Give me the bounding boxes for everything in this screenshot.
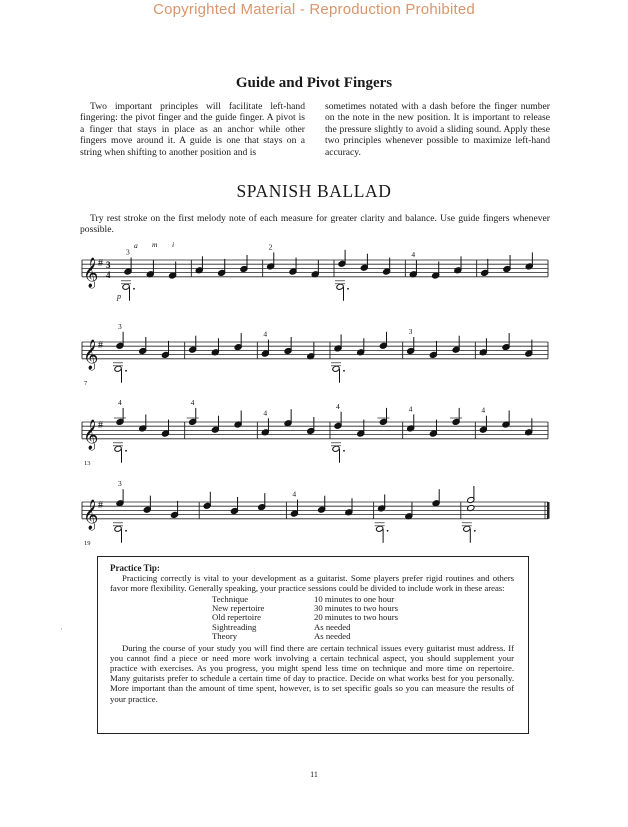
fingering-number: 4 <box>118 397 122 407</box>
intro-paragraph-right: sometimes notated with a dash before the finger number on the note in the new position. It is important to release the pressure slightly to avoid a sliding sound. Apply these two principles whenever possible to maximize left-hand accuracy. <box>325 101 550 158</box>
treble-clef: 𝄞 <box>83 499 99 530</box>
thumb-mark-p: p <box>117 291 121 301</box>
fingering-number: 4 <box>481 405 486 415</box>
staff-system <box>82 240 548 301</box>
practice-tip-heading: Practice Tip: <box>110 563 160 573</box>
fingering-number: 4 <box>336 401 340 411</box>
staff-system <box>82 322 548 387</box>
note-head <box>114 445 122 452</box>
fingering-number: 4 <box>292 489 297 499</box>
key-signature-sharp: # <box>98 420 103 431</box>
fingering-number: 4 <box>263 408 268 418</box>
schedule-area: Technique <box>212 593 249 604</box>
system-measure-number: 19 <box>84 539 91 547</box>
system-measure-number: 13 <box>84 459 91 467</box>
schedule-area: New repertoire <box>212 603 265 614</box>
note-head <box>122 283 130 290</box>
note-head <box>332 365 340 372</box>
schedule-time: As needed <box>314 621 351 632</box>
intro-paragraph-left: Two important principles will facilitate left-hand fingering: the pivot finger and the guide finger. A pivot is a finger that stays in place as an anchor while other fingers move around it. A guide is one that stays on a string when shifting to another position and is <box>80 101 305 158</box>
dot <box>387 530 389 532</box>
schedule-time: 20 minutes to two hours <box>314 612 398 623</box>
fingering-number: 3 <box>118 479 122 489</box>
dot <box>343 450 345 452</box>
dot <box>125 530 127 532</box>
fingering-number: 2 <box>268 242 273 252</box>
treble-clef: 𝄞 <box>83 419 99 450</box>
practice-schedule-table <box>212 595 398 642</box>
sheet-music-score <box>70 230 560 547</box>
dot <box>133 288 135 290</box>
fingering-number: 4 <box>190 397 195 407</box>
note-head <box>332 445 340 452</box>
dot <box>343 370 345 372</box>
schedule-time: 30 minutes to two hours <box>314 603 398 614</box>
staff-system <box>82 479 550 547</box>
treble-clef: 𝄞 <box>83 339 99 370</box>
schedule-area: Sightreading <box>212 621 257 632</box>
piece-title: SPANISH BALLAD <box>236 181 392 201</box>
schedule-time: 10 minutes to one hour <box>314 593 395 604</box>
piece-instructions: Try rest stroke on the first melody note of each measure for greater clarity and balance. Use guide fingers whenever possible. <box>80 213 550 236</box>
staff-system <box>82 398 548 467</box>
time-signature-bottom: 4 <box>106 269 111 280</box>
fingering-number: 3 <box>408 327 413 336</box>
fingering-number: 3 <box>126 247 130 257</box>
note-head <box>114 365 122 372</box>
dot <box>474 530 476 532</box>
key-signature-sharp: # <box>98 258 103 269</box>
schedule-row <box>212 623 398 632</box>
key-signature-sharp: # <box>98 340 103 351</box>
key-signature-sharp: # <box>98 500 103 511</box>
dot <box>125 370 127 372</box>
practice-tip-box <box>97 556 529 734</box>
system-measure-number: 7 <box>84 379 88 387</box>
schedule-area: Theory <box>212 631 238 642</box>
schedule-area: Old repertoire <box>212 612 261 623</box>
practice-tip-outro: During the course of your study you will find there are certain technical issues every guitarist must address. If you cannot find a piece or need more work involving a certain technical aspect, you should supplement your practice with exercises. As you progress, you might spend less time on technique and more time on repertoire. Many guitarists prefer to schedule a certain time of day to practice. Decide on what works best for you personally. More important than the amount of time spent, however, is to set specific goals so you can measure the results of your practice. <box>110 642 514 704</box>
practice-tip-intro: Practicing correctly is vital to your development as a guitarist. Some players prefer rigid routines and others favor more flexibility. Generally speaking, your practice sessions could be divided to include work in these areas: <box>110 573 514 594</box>
fingering-number: 4 <box>263 329 268 339</box>
section-heading: Guide and Pivot Fingers <box>235 75 393 91</box>
copyright-watermark: Copyrighted Material - Reproduction Prohibited <box>153 1 475 18</box>
note-head <box>336 283 344 290</box>
treble-clef: 𝄞 <box>83 257 99 288</box>
fingering-number: 4 <box>408 404 413 414</box>
fingering-number: 3 <box>118 321 122 331</box>
schedule-row <box>212 632 398 641</box>
fingering-number: 4 <box>411 250 416 260</box>
right-hand-finger-m: m <box>152 240 158 249</box>
right-hand-finger-i: i <box>172 240 175 249</box>
time-signature-top: 3 <box>106 260 111 270</box>
dot <box>347 288 349 290</box>
staff-systems <box>82 240 550 547</box>
final-barline-thick <box>547 502 550 519</box>
page-number: 11 <box>310 770 318 779</box>
schedule-time: As needed <box>314 631 351 642</box>
intro-text <box>80 101 550 158</box>
margin-tick: · <box>60 624 63 634</box>
right-hand-finger-a: a <box>134 241 138 250</box>
dot <box>125 450 127 452</box>
